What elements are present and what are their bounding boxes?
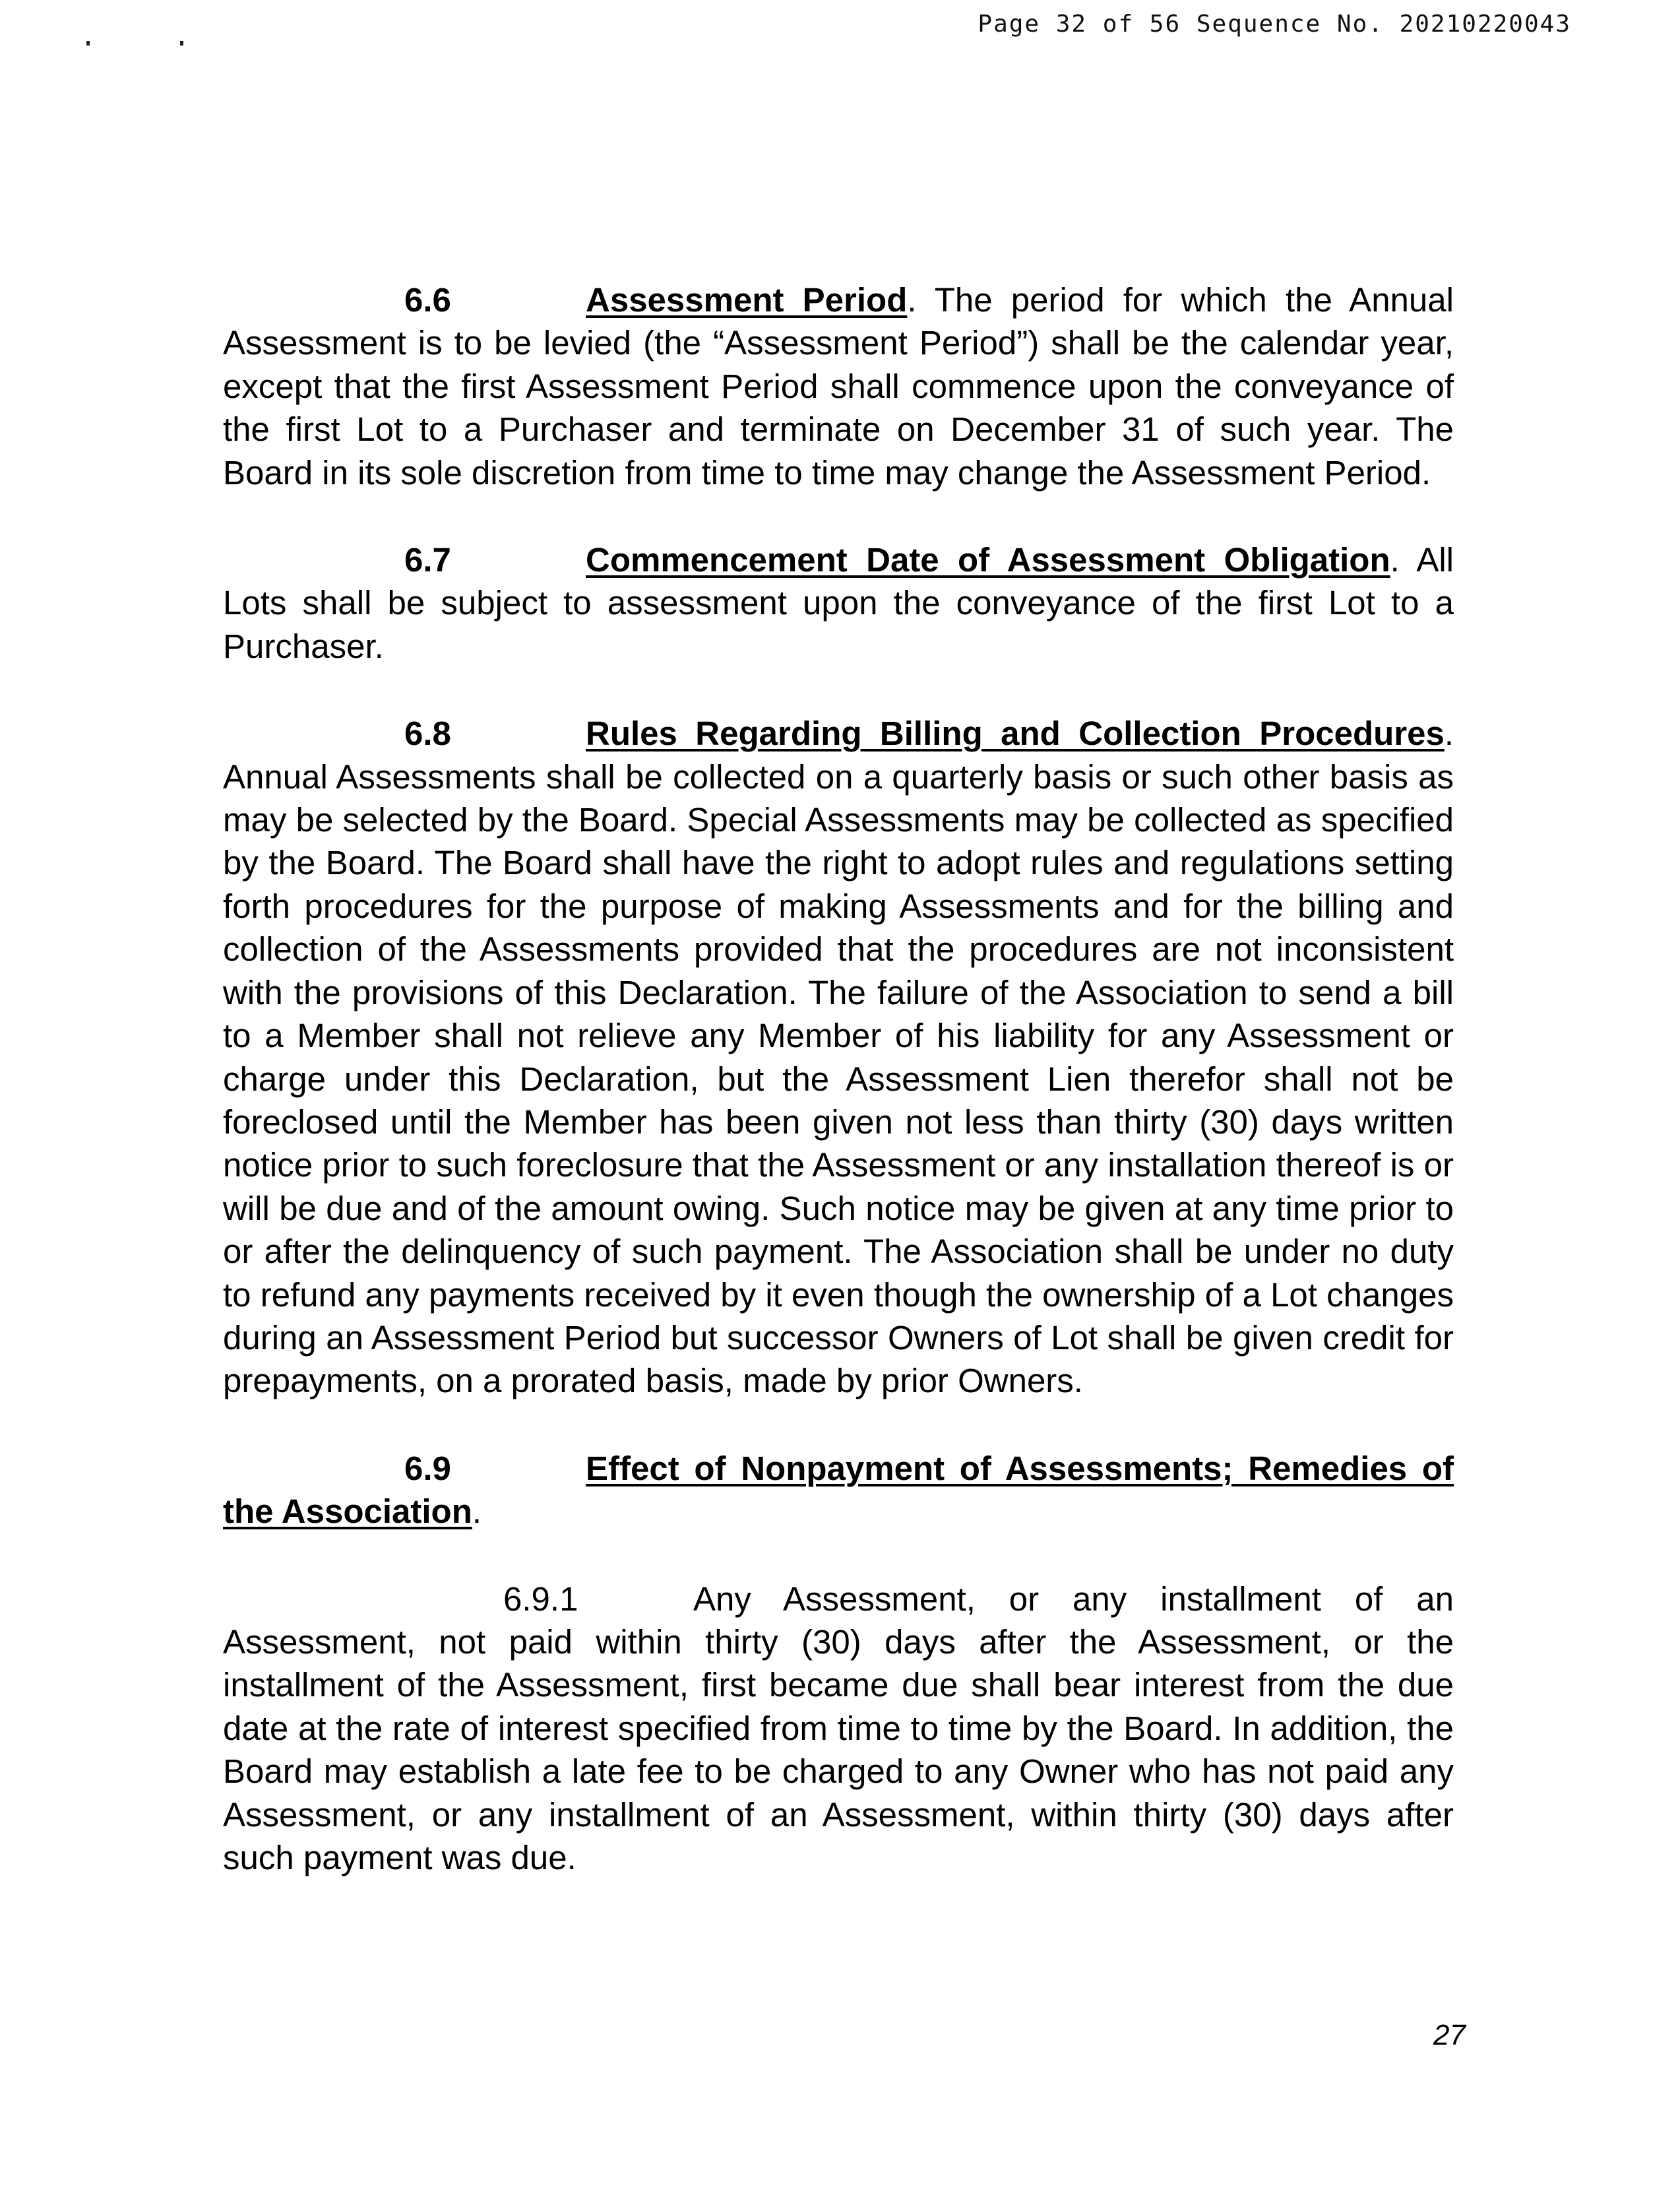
section-6-8 bbox=[223, 712, 1454, 1403]
section-body: . Annual Assessments shall be collected on a quarterly basis or such other basis as may be selected by the Board. Special Assessments may be collected as specified by the Board. The Board shall have the right to adopt rules and regulations setting forth procedures for the purpose of making Assessments and for the billing and collection of the Assessments provided that the procedures are not inconsistent with the provisions of this Declaration. The failure of the Association to send a bill to a Member shall not relieve any Member of his liability for any Assessment or charge under this Declaration, but the Assessment Lien therefor shall not be foreclosed until the Member has been given not less than thirty (30) days written notice prior to such foreclosure that the Assessment or any installation thereof is or will be due and of the amount owing. Such notice may be given at any time prior to or after the delinquency of such payment. The Association shall be under no duty to refund any payments received by it even though the ownership of a Lot changes during an Assessment Period but successor Owners of Lot shall be given credit for prepayments, on a prorated basis, made by prior Owners. bbox=[223, 715, 1454, 1400]
page-header: Page 32 of 56 Sequence No. 20210220043 bbox=[978, 11, 1571, 38]
section-title: Rules Regarding Billing and Collection Procedures bbox=[586, 715, 1445, 753]
scan-mark bbox=[180, 41, 183, 46]
section-title: Commencement Date of Assessment Obligation bbox=[586, 541, 1390, 579]
section-number: 6.7 bbox=[404, 541, 451, 579]
section-number: 6.8 bbox=[404, 715, 451, 753]
section-title: Assessment Period bbox=[586, 281, 908, 319]
document-body bbox=[223, 278, 1454, 1879]
section-number: 6.9 bbox=[404, 1449, 451, 1487]
section-body: . The period for which the Annual Assessment is to be levied (the “Assessment Period”) shall be the calendar year, except that the first Assessment Period shall commence upon the conveyance of the first Lot to a Purchaser and terminate on December 31 of such year. The Board in its sole discretion from time to time may change the Assessment Period. bbox=[223, 281, 1454, 492]
section-body: . bbox=[472, 1492, 482, 1531]
subsection-number: 6.9.1 bbox=[503, 1580, 578, 1618]
section-6-7 bbox=[223, 538, 1454, 668]
section-6-6 bbox=[223, 278, 1454, 494]
section-6-9 bbox=[223, 1447, 1454, 1533]
scan-mark bbox=[86, 41, 90, 46]
section-title: Effect of Nonpayment of Assessments; Remedies of the Association bbox=[223, 1449, 1454, 1531]
subsection-6-9-1 bbox=[223, 1578, 1454, 1880]
section-number: 6.6 bbox=[404, 281, 451, 319]
page-number: 27 bbox=[1433, 2019, 1466, 2051]
subsection-body: Any Assessment, or any installment of an Assessment, not paid within thirty (30) days after the Assessment, or the installment of the Assessment, first became due shall bear interest from the due date at the rate of interest specified from time to time by the Board. In addition, the Board may establish a late fee to be charged to any Owner who has not paid any Assessment, or any installment of an Assessment, within thirty (30) days after such payment was due. bbox=[223, 1580, 1454, 1876]
section-body: . All Lots shall be subject to assessment upon the conveyance of the first Lot to a Purchaser. bbox=[223, 541, 1454, 665]
